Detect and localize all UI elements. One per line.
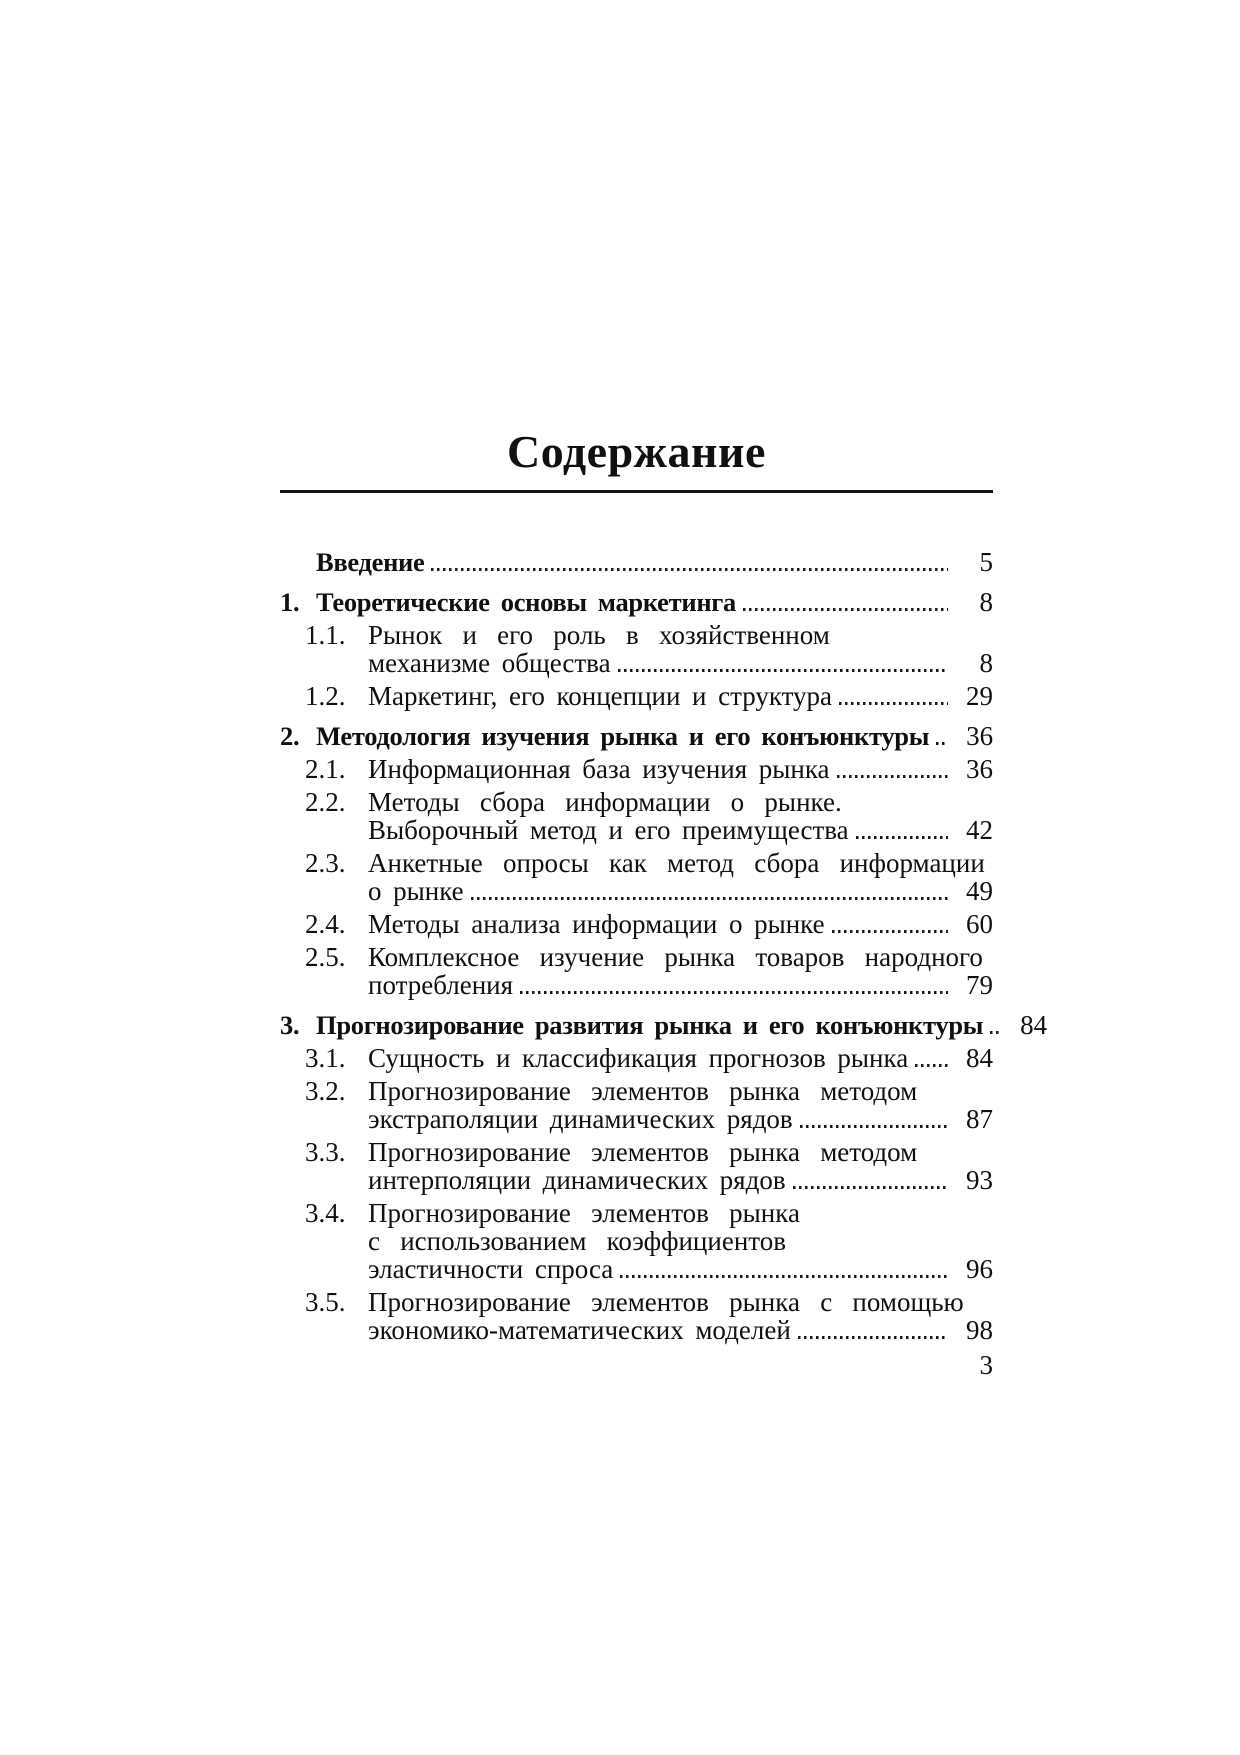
toc-entry <box>280 1199 993 1283</box>
toc-entry-line <box>280 1044 993 1072</box>
entry-number: 1. <box>280 587 300 617</box>
toc-entry <box>280 621 993 677</box>
entry-number: 2.4. <box>305 909 346 939</box>
dot-leader <box>520 991 948 994</box>
entry-page-number: 42 <box>966 815 993 845</box>
toc-entry <box>280 910 993 938</box>
entry-page-number: 93 <box>966 1165 993 1195</box>
toc-entry <box>280 788 993 844</box>
entry-text: Прогнозирование развития рынка и его конъюнктуры <box>316 1010 984 1040</box>
entry-number: 3.3. <box>305 1137 346 1167</box>
entry-page-number: 8 <box>979 648 993 678</box>
entry-text: Маркетинг, его концепции и структура <box>368 681 833 711</box>
dot-leader <box>620 1275 948 1278</box>
entry-text: о рынке <box>368 876 464 906</box>
dot-leader <box>837 775 948 778</box>
toc-entry <box>280 1044 993 1072</box>
page-title: Содержание <box>280 414 993 493</box>
entry-page-number: 84 <box>1020 1010 1048 1040</box>
entry-number: 1.2. <box>305 681 346 711</box>
toc-entry-line <box>280 1105 993 1133</box>
entry-number: 3.1. <box>305 1043 346 1073</box>
entry-number: 3.5. <box>305 1287 346 1317</box>
toc-entry-line <box>280 722 993 750</box>
entry-page-number: 87 <box>966 1104 993 1134</box>
toc-entry-line <box>280 682 993 710</box>
toc-entry-line <box>280 849 993 877</box>
toc-entry-line <box>280 1138 993 1166</box>
entry-page-number: 29 <box>966 681 993 711</box>
entry-text: Прогнозирование элементов рынка методом <box>368 1076 918 1106</box>
entry-page-number: 84 <box>966 1043 993 1073</box>
toc-entry <box>280 849 993 905</box>
entry-page-number: 36 <box>966 754 993 784</box>
toc-entry <box>280 1077 993 1133</box>
dot-leader <box>915 1064 948 1067</box>
dot-leader <box>431 568 948 571</box>
toc-entry-line <box>280 943 993 971</box>
toc-entry <box>280 588 993 616</box>
entry-page-number: 5 <box>979 547 993 577</box>
toc-entry-line <box>280 910 993 938</box>
toc-entry-line <box>280 1199 993 1227</box>
toc-entry-line <box>280 755 993 783</box>
toc-entry-line <box>280 1316 993 1344</box>
toc-entry <box>280 682 993 710</box>
entry-text: механизме общества <box>368 648 611 678</box>
toc-entry <box>280 1010 1048 1040</box>
entry-page-number: 36 <box>966 721 994 751</box>
entry-text: потребления <box>368 970 514 1000</box>
toc-entry <box>280 1138 993 1194</box>
toc-entry-line <box>280 816 993 844</box>
entry-text: Теоретические основы маркетинга <box>316 587 736 617</box>
dot-leader <box>832 930 948 933</box>
toc-entry <box>280 755 993 783</box>
dot-leader <box>618 669 948 672</box>
toc-entry-line <box>280 1288 993 1316</box>
dot-leader <box>793 1186 948 1189</box>
entry-text: Методы сбора информации о рынке. <box>368 787 842 817</box>
toc-entry-line <box>280 971 993 999</box>
entry-page-number: 60 <box>966 909 993 939</box>
toc-list <box>280 547 1048 1345</box>
entry-number: 2. <box>280 721 300 751</box>
entry-text: Прогнозирование элементов рынка <box>368 1198 800 1228</box>
toc-content <box>280 414 1048 1345</box>
entry-page-number: 98 <box>966 1315 993 1345</box>
footer-page-number: 3 <box>979 1350 993 1380</box>
dot-leader <box>936 742 948 745</box>
entry-text: Сущность и классификация прогнозов рынка <box>368 1043 909 1073</box>
toc-entry-line <box>280 1255 993 1283</box>
entry-text: Введение <box>316 547 425 577</box>
toc-entry-line <box>280 1166 993 1194</box>
entry-text: Выборочный метод и его преимущества <box>368 815 849 845</box>
entry-text: экономико-математических моделей <box>368 1315 791 1345</box>
entry-number: 2.1. <box>305 754 346 784</box>
entry-text: Прогнозирование элементов рынка с помощью <box>368 1287 964 1317</box>
entry-number: 3.4. <box>305 1198 346 1228</box>
entry-number: 3.2. <box>305 1076 346 1106</box>
toc-entry-line <box>280 1227 993 1255</box>
entry-text: Анкетные опросы как метод сбора информации <box>368 848 985 878</box>
entry-number: 2.5. <box>305 942 346 972</box>
entry-page-number: 49 <box>966 876 993 906</box>
entry-number: 2.3. <box>305 848 346 878</box>
toc-entry-line <box>280 588 993 616</box>
entry-text: Методология изучения рынка и его конъюнктуры <box>316 721 930 751</box>
toc-entry <box>280 548 993 576</box>
dot-leader <box>798 1336 948 1339</box>
toc-entry-line <box>280 649 993 677</box>
entry-page-number: 96 <box>966 1254 993 1284</box>
entry-text: Методы анализа информации о рынке <box>368 909 825 939</box>
toc-entry-line <box>280 621 993 649</box>
dot-leader <box>743 608 948 611</box>
entry-page-number: 79 <box>966 970 993 1000</box>
dot-leader <box>839 702 948 705</box>
entry-number: 1.1. <box>305 620 346 650</box>
entry-text: с использованием коэффициентов <box>368 1226 786 1256</box>
toc-entry-line <box>280 788 993 816</box>
entry-text: Прогнозирование элементов рынка методом <box>368 1137 918 1167</box>
toc-entry-line <box>280 548 993 576</box>
dot-leader <box>471 897 948 900</box>
toc-entry-line <box>280 1077 993 1105</box>
entry-number: 2.2. <box>305 787 346 817</box>
entry-text: экстраполяции динамических рядов <box>368 1104 793 1134</box>
toc-entry-line <box>280 877 993 905</box>
toc-entry <box>280 1288 993 1344</box>
dot-leader <box>800 1125 948 1128</box>
entry-page-number: 8 <box>979 587 993 617</box>
entry-number: 3. <box>280 1010 300 1040</box>
entry-text: Рынок и его роль в хозяйственном <box>368 620 830 650</box>
toc-entry-line <box>280 1010 1048 1040</box>
dot-leader <box>856 836 948 839</box>
toc-entry <box>280 722 993 750</box>
toc-entry <box>280 943 993 999</box>
entry-text: эластичности спроса <box>368 1254 614 1284</box>
dot-leader <box>990 1031 1002 1034</box>
entry-text: Комплексное изучение рынка товаров народного <box>368 942 983 972</box>
entry-text: Информационная база изучения рынка <box>368 754 830 784</box>
entry-text: интерполяции динамических рядов <box>368 1165 786 1195</box>
